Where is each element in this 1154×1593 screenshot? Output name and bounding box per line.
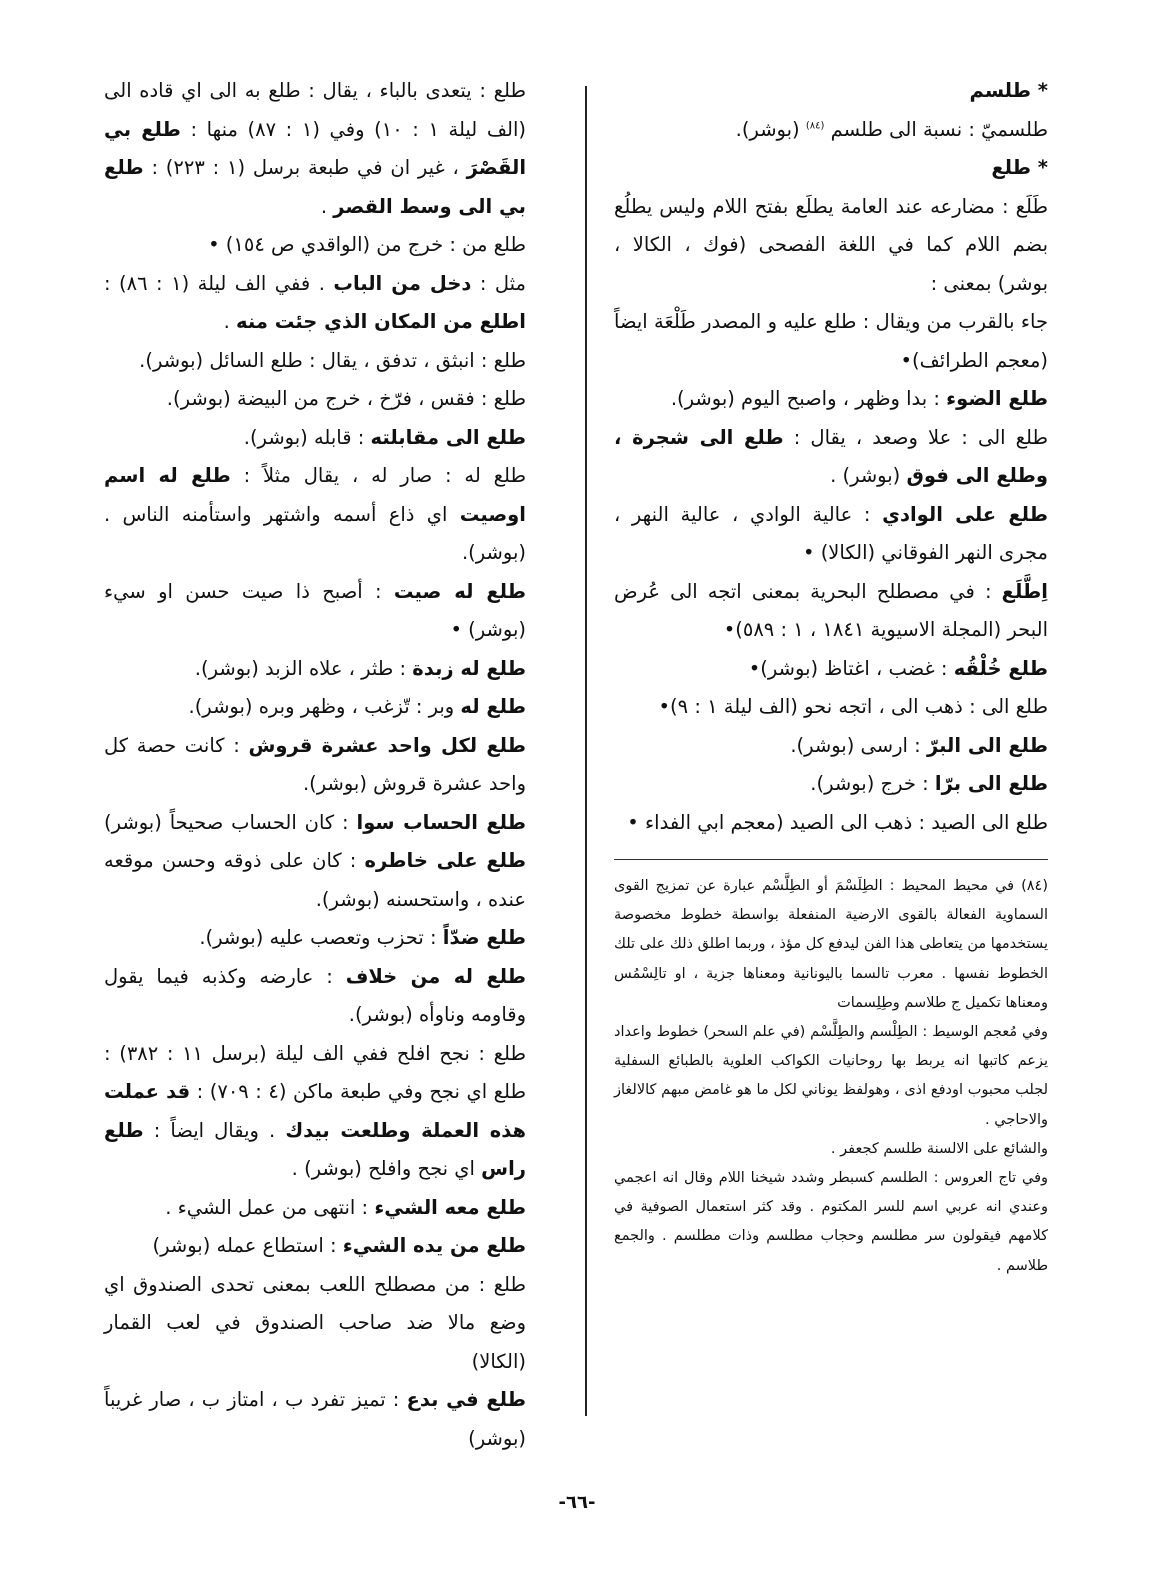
- entry-text: : كان الحساب صحيحاً (بوشر): [104, 810, 357, 834]
- entry-text: : بدا وظهر ، واصبح اليوم (بوشر).: [670, 387, 947, 410]
- entry-text: (بوشر).: [735, 117, 806, 141]
- left-entry: [104, 1035, 526, 1189]
- left-column-entries: [104, 72, 526, 1458]
- entry-headword: دخل من الباب: [333, 271, 472, 295]
- entry-text: جاء بالقرب من ويقال : طلع عليه و المصدر طَلْعَة ايضاً (معجم الطرائف)•: [614, 310, 1048, 372]
- right-entry: [614, 380, 1048, 419]
- entry-text: طلع له : صار له ، يقال مثلاً :: [230, 464, 526, 487]
- entry-headword: طلع له صيت: [393, 579, 526, 603]
- right-entry: [614, 804, 1048, 843]
- left-entry: [104, 688, 526, 727]
- entry-headword: طلع على الوادي: [882, 502, 1048, 526]
- left-entry: [104, 650, 526, 689]
- entry-headword: طلع على خاطره: [364, 849, 526, 872]
- right-entry: [614, 149, 1048, 188]
- left-entry: [104, 804, 526, 920]
- footnote-paragraph: والشائع على الالسنة طلسم كجعفر .: [830, 1140, 1048, 1157]
- left-entry: [104, 727, 526, 804]
- right-entry: [614, 72, 1048, 111]
- left-entry: [104, 72, 526, 226]
- entry-text: : في مصطلح البحرية بمعنى اتجه الى عُرض البحر (المجلة الاسيوية ١٨٤١ ، ١ : ٥٨٩)•: [614, 579, 1048, 641]
- entry-text: : طثر ، علاه الزبد (بوشر).: [194, 656, 413, 680]
- entry-headword: طلع له اسم اوصيت: [104, 464, 526, 526]
- entry-headword: طلع له: [460, 695, 526, 718]
- entry-headword: قد عملت هذه العملة وطلعت بيدك: [104, 1080, 526, 1142]
- entry-headword: طلع الى مقابلته: [370, 425, 526, 449]
- entry-headword: طلع الحساب سوا: [356, 810, 526, 834]
- right-entry: [614, 573, 1048, 650]
- entry-text: طلع : يتعدى بالباء ، يقال : طلع به الى اي قاده الى (الف ليلة ١ : ١٠) وفي (١ : ٨٧) منها :: [104, 79, 526, 141]
- entry-text: طَلَع : مضارعه عند العامة يطلَع بفتح اللام وليس يطلُع بضم اللام كما في اللغة الفصحى (فوك ، الكالا ، بوشر) بمعنى :: [614, 194, 1048, 295]
- column-divider: [585, 86, 587, 1416]
- entry-headword: طلع له زبدة: [412, 656, 526, 680]
- right-entry: [614, 188, 1048, 304]
- entry-text: اي نجح وافلح (بوشر) .: [291, 1157, 482, 1180]
- footnote-paragraph: وفي تاج العروس : الطلسم كسبطر وشدد شيخنا اللام وقال انه اعجمي وعندي انه عربي اسم للسر المكتوم . وقد كثر استعمال الصوفية في كلامهم فيقولون سر مطلسم وحجاب مطلسم وذات مطلسم . والجمع طلاسم .: [614, 1170, 1048, 1274]
- entry-text: .: [223, 310, 237, 333]
- entry-headword: طلع الى شجرة ، وطلع الى فوق: [614, 425, 1048, 487]
- entry-text: : انتهى من عمل الشيء .: [165, 1195, 375, 1219]
- right-entry: [614, 765, 1048, 804]
- entry-text: طلع : من مصطلح اللعب بمعنى تحدى الصندوق اي وضع مالا ضد صاحب الصندوق في لعب القمار (الكالا): [104, 1272, 526, 1373]
- footnotes: [614, 872, 1048, 1281]
- entry-text: : خرج (بوشر).: [810, 772, 935, 795]
- right-entry: [614, 419, 1048, 496]
- entry-text: : عارضه وكذبه فيما يقول وقاومه وناوأه (بوشر).: [104, 964, 526, 1026]
- entry-headword: طلع بي الى وسط القصر: [104, 156, 526, 218]
- entry-text: طلع : انبثق ، تدفق ، يقال : طلع السائل (بوشر).: [139, 348, 526, 372]
- left-entry: [104, 265, 526, 342]
- entry-text: وبر : تّزغب ، وظهر وبره (بوشر).: [188, 695, 461, 718]
- entry-text: .: [320, 194, 334, 218]
- entry-text: . ويقال ايضاً :: [143, 1118, 286, 1142]
- left-entry: [104, 958, 526, 1035]
- entry-text: : استطاع عمله (بوشر): [152, 1234, 343, 1257]
- entry-text: طلع الى الصيد : ذهب الى الصيد (معجم ابي الفداء •: [627, 810, 1048, 834]
- entry-text: طلع : فقس ، فرّخ ، خرج من البيضة (بوشر).: [166, 387, 526, 410]
- entry-text: اي ذاع أسمه واشتهر واستأمنه الناس . (بوشر).: [104, 502, 526, 564]
- entry-text: طلسميّ : نسبة الى طلسم: [824, 117, 1048, 141]
- left-entry: [104, 919, 526, 958]
- entry-text: : ارسى (بوشر).: [790, 733, 927, 757]
- entry-headword: طلع من يده الشيء: [342, 1234, 526, 1257]
- left-entry: [104, 380, 526, 419]
- right-entry: [614, 650, 1048, 689]
- entry-text: طلع الى : ذهب الى ، اتجه نحو (الف ليلة ١ : ٩)•: [658, 695, 1048, 718]
- entry-headword: طلع الضوء: [946, 387, 1048, 410]
- right-entry: [614, 496, 1048, 573]
- page-number: -٦٦-: [558, 1492, 596, 1513]
- left-entry: [104, 342, 526, 381]
- left-entry: [104, 1266, 526, 1382]
- left-entry: [104, 1381, 526, 1458]
- right-entry: [614, 688, 1048, 727]
- entry-text: : تميز تفرد ب ، امتاز ب ، صار غريباً (بوشر): [104, 1388, 526, 1450]
- left-entry: [104, 1227, 526, 1266]
- entry-headword: طلع بي القَصْرَ: [104, 117, 527, 179]
- entry-text: : قابله (بوشر).: [243, 425, 371, 449]
- entry-text: : كان على ذوقه وحسن موقعه عنده ، واستحسنه (بوشر).: [104, 849, 526, 911]
- left-entry: [104, 457, 526, 573]
- entry-text: ، غير ان في طبعة برسل (١ : ٢٢٣) :: [143, 156, 467, 179]
- footnote-paragraph: (٨٤) في محيط المحيط : الطِلَسْمَ أو الطِلَّسْم عبارة عن تمزيج القوى السماوية الفعالة بالقوى الارضية المنفعلة بواسطة خطوط مخصوصة يستخدمها من يتعاطى هذا الفن ليدفع كل مؤذ ، وربما اطلق ذلك على تلك الخطوط نفسها . معرب تالسما باليونانية ومعناها جزية ، او تالِسْمُس ومعناها تكميل ج طلاسم وطِلِسمات: [614, 878, 1048, 1011]
- entry-text: (بوشر) .: [830, 464, 907, 487]
- entry-headword: طلع الى البرّ: [926, 733, 1048, 757]
- entry-headword: * طلع: [991, 156, 1048, 179]
- entry-text: طلع من : خرج من (الواقدي ص ١٥٤) •: [208, 233, 526, 256]
- entry-text: : عالية الوادي ، عالية النهر ، مجرى النهر الفوقاني (الكالا) •: [614, 502, 1048, 564]
- entry-headword: طلع الى برّا: [934, 772, 1048, 795]
- footnote-paragraph: وفي مُعجم الوسيط : الطِلْسم والطِلَّسْم (في علم السحر) خطوط واعداد يزعم كاتبها انه يربط بها روحانيات الكواكب العلوية بالطبائع السفلية لجلب محبوب اودفع اذى ، وهولفظ يوناني لكل ما هو غامض مبهم كالالغاز والاحاجي .: [614, 1024, 1048, 1128]
- entry-headword: طلع في بدع: [406, 1388, 526, 1411]
- right-entry: [614, 111, 1048, 150]
- entry-text: مثل :: [471, 271, 526, 295]
- entry-headword: طلع خُلْقُه: [953, 656, 1048, 680]
- entry-text: : تحزب وتعصب عليه (بوشر).: [199, 926, 443, 949]
- entry-text: : غضب ، اغتاظ (بوشر)•: [748, 656, 954, 680]
- entry-headword: طلع له من خلاف: [345, 964, 527, 988]
- footnote-ref: (٨٤): [805, 120, 825, 131]
- left-entry: [104, 226, 526, 265]
- entry-text: . ففي الف ليلة (١ : ٨٦) :: [104, 271, 334, 295]
- entry-headword: اطلع من المكان الذي جئت منه: [236, 310, 526, 333]
- right-column: [614, 72, 1048, 1281]
- right-column-entries: [614, 72, 1048, 842]
- entry-headword: اِطَّلَع: [1001, 579, 1048, 603]
- footnote-separator: [614, 859, 1048, 860]
- entry-text: طلع الى : علا وصعد ، يقال :: [783, 425, 1048, 449]
- entry-headword: طلع معه الشيء: [374, 1195, 526, 1219]
- left-entry: [104, 1189, 526, 1228]
- entry-text: طلع : نجح افلح ففي الف ليلة (برسل ١١ : ٣٨٢) : طلع اي نجح وفي طبعة ماكن (٤ : ٧٠٩) :: [104, 1041, 526, 1103]
- entry-headword: طلع ضدّاً: [442, 926, 526, 949]
- entry-text: : كانت حصة كل واحد عشرة قروش (بوشر).: [104, 733, 526, 795]
- entry-headword: طلع لكل واحد عشرة قروش: [248, 733, 526, 757]
- entry-headword: طلع راس: [104, 1118, 526, 1180]
- left-entry: [104, 573, 526, 650]
- entry-headword: * طلسم: [969, 79, 1048, 102]
- left-column: [104, 72, 526, 1458]
- entry-text: : أصبح ذا صيت حسن او سيء (بوشر) •: [104, 579, 526, 641]
- right-entry: [614, 303, 1048, 380]
- left-entry: [104, 419, 526, 458]
- right-entry: [614, 727, 1048, 766]
